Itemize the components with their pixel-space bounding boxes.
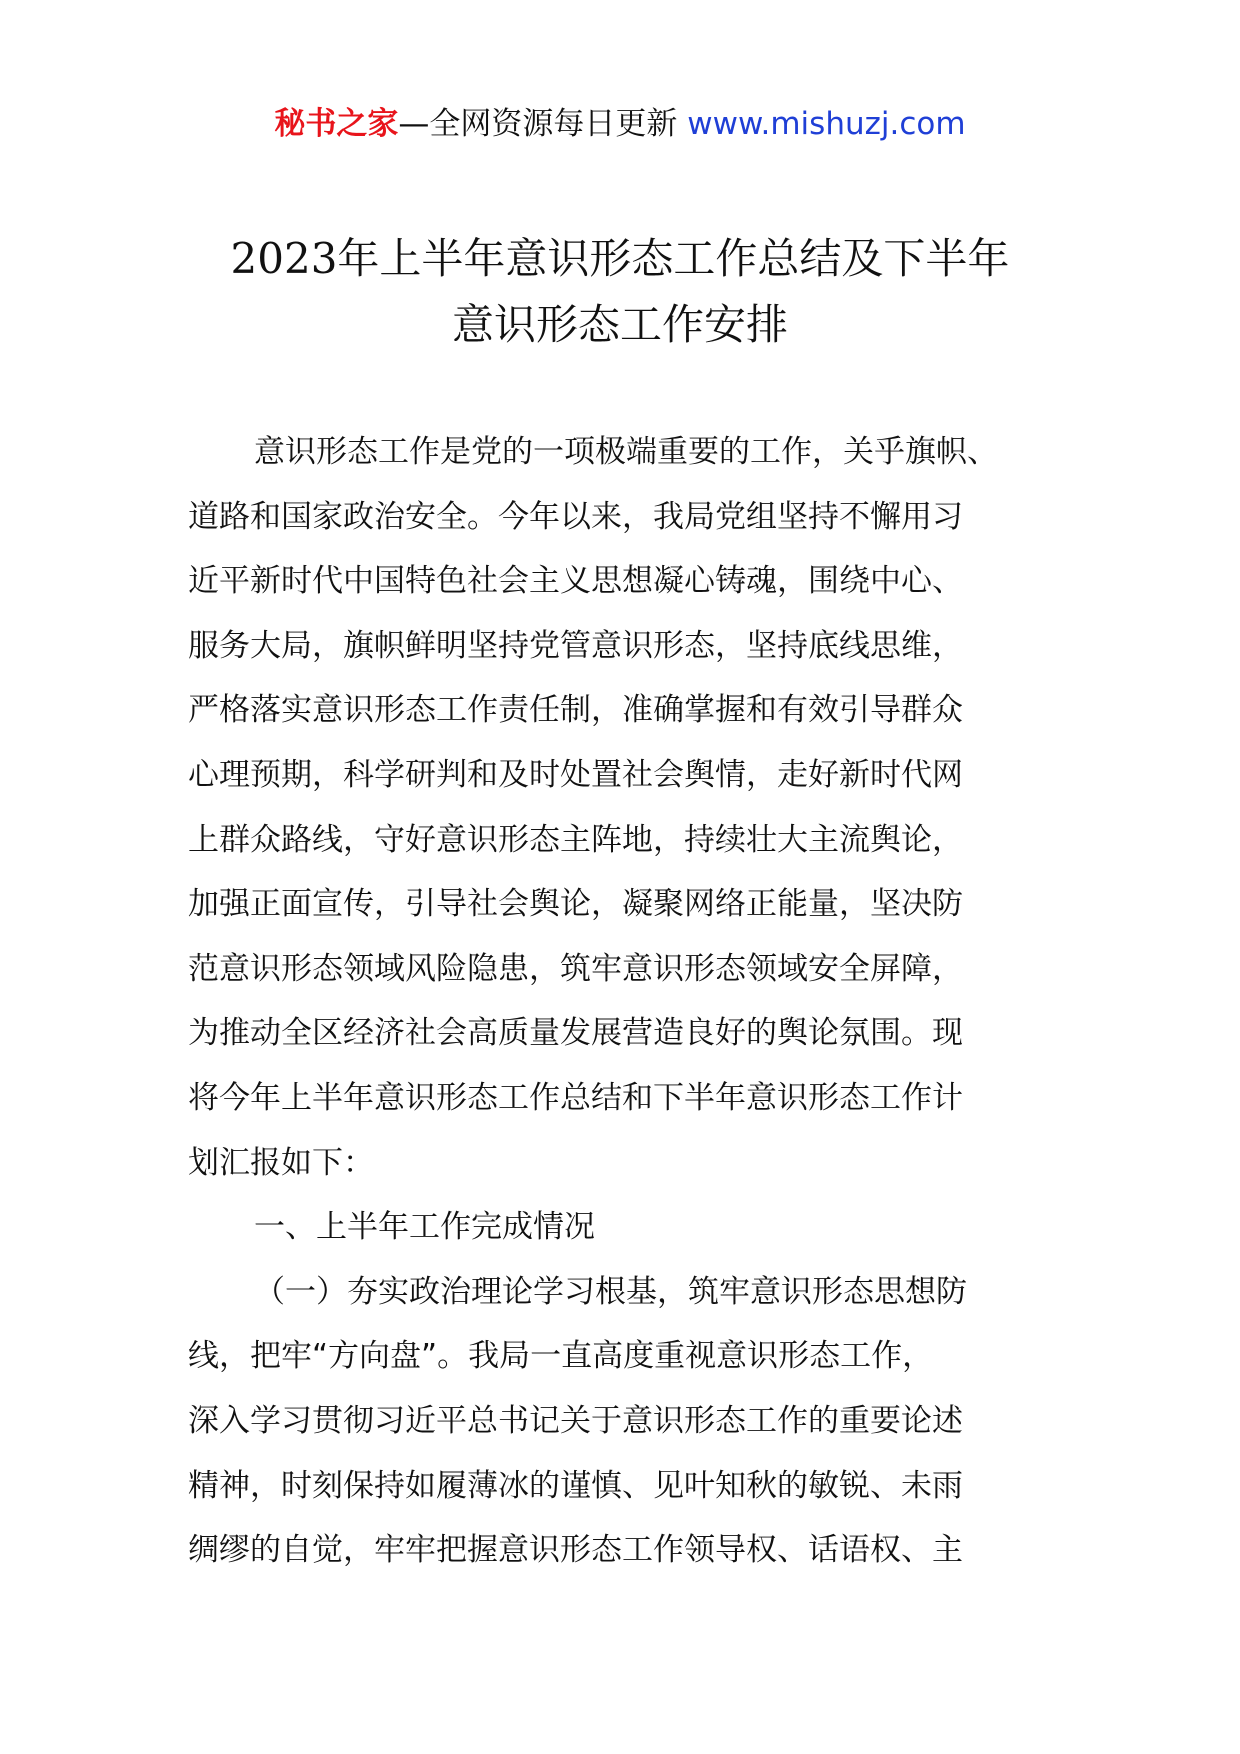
- intro-paragraph: [188, 420, 1058, 1195]
- text-line: 近平新时代中国特色社会主义思想凝心铸魂，围绕中心、: [188, 563, 963, 600]
- title-line-2: 意识形态工作安排: [451, 300, 788, 349]
- document-title: [0, 226, 1240, 358]
- document-body: [188, 420, 1058, 1583]
- section-1-heading: 一、上半年工作完成情况: [254, 1209, 595, 1246]
- brand-name: 秘书之家: [274, 106, 399, 142]
- banner-tagline: —全网资源每日更新: [398, 106, 688, 142]
- site-url-link[interactable]: www.mishuzj.com: [687, 106, 966, 142]
- text-line: 范意识形态领域风险隐患，筑牢意识形态领域安全屏障，: [188, 950, 963, 987]
- text-line: 道路和国家政治安全。今年以来，我局党组坚持不懈用习: [188, 498, 963, 535]
- text-line: 为推动全区经济社会高质量发展营造良好的舆论氛围。现: [188, 1015, 963, 1052]
- text-line: 心理预期，科学研判和及时处置社会舆情，走好新时代网: [188, 756, 963, 793]
- subsection-paragraph: [188, 1260, 1058, 1583]
- text-line: 加强正面宣传，引导社会舆论，凝聚网络正能量，坚决防: [188, 886, 963, 923]
- text-line: 服务大局，旗帜鲜明坚持党管意识形态，坚持底线思维，: [188, 627, 963, 664]
- text-line: 意识形态工作是党的一项极端重要的工作，关乎旗帜、: [254, 434, 998, 470]
- section-heading: [188, 1195, 1058, 1260]
- text-line: 深入学习贯彻习近平总书记关于意识形态工作的重要论述: [188, 1402, 963, 1439]
- text-line: 将今年上半年意识形态工作总结和下半年意识形态工作计: [188, 1079, 963, 1116]
- text-line: 绸缪的自觉，牢牢把握意识形态工作领导权、话语权、主: [188, 1532, 963, 1569]
- text-line: 线，把牢“方向盘”。我局一直高度重视意识形态工作，: [188, 1338, 934, 1375]
- text-line: 划汇报如下：: [188, 1144, 374, 1181]
- site-banner: [0, 98, 1240, 150]
- text-line: （一）夯实政治理论学习根基，筑牢意识形态思想防: [254, 1273, 967, 1310]
- text-line: 上群众路线，守好意识形态主阵地，持续壮大主流舆论，: [188, 821, 963, 858]
- text-line: 精神，时刻保持如履薄冰的谨慎、见叶知秋的敏锐、未雨: [188, 1467, 963, 1504]
- text-line: 严格落实意识形态工作责任制，准确掌握和有效引导群众: [188, 692, 963, 729]
- title-line-1: 2023年上半年意识形态工作总结及下半年: [230, 234, 1010, 283]
